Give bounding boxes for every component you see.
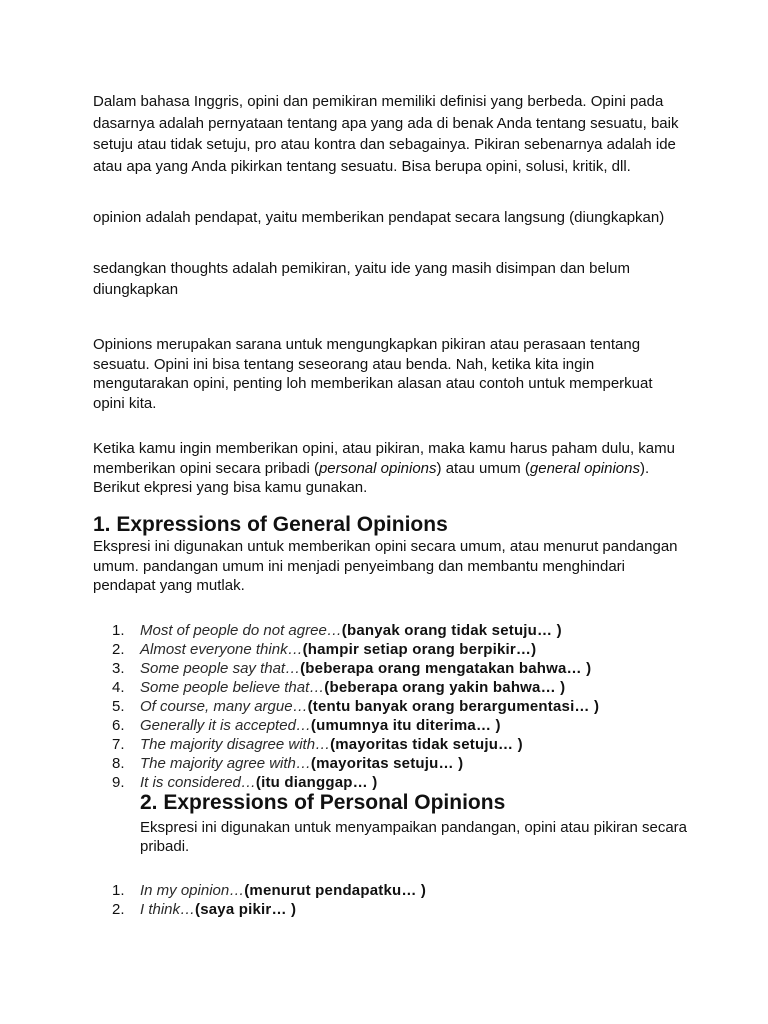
indonesian-translation: (itu dianggap… ) <box>255 774 378 791</box>
intro-paragraph <box>93 91 683 177</box>
indonesian-translation: (banyak orang tidak setuju… ) <box>341 622 562 639</box>
item-number: 1. <box>112 622 125 639</box>
personal-opinions-heading: 2. Expressions of Personal Opinions <box>140 791 506 814</box>
item-number: 2. <box>112 901 125 918</box>
indonesian-translation: (mayoritas setuju… ) <box>310 755 464 772</box>
english-expression: In my opinion… <box>140 882 245 899</box>
indonesian-translation: (saya pikir… ) <box>195 901 297 918</box>
ketika-text-part1: Ketika kamu ingin memberikan opini, atau pikiran, maka kamu harus paham dulu, kamu memberikan opini secara pribadi ( <box>93 440 675 477</box>
ketika-paragraph <box>93 439 683 498</box>
english-expression: I think… <box>140 901 196 918</box>
item-number: 3. <box>112 660 125 677</box>
item-number: 7. <box>112 736 125 753</box>
indonesian-translation: (beberapa orang mengatakan bahwa… ) <box>300 660 592 677</box>
general-description-text: Ekspresi ini digunakan untuk memberikan opini secara umum, atau menurut pandangan umum. pandangan umum ini menjadi penyeimbang dan membantu menghindari pendapat yang mutlak. <box>93 538 678 594</box>
list-item <box>112 900 426 919</box>
general-opinions-term: general opinions <box>529 459 640 477</box>
english-expression: Almost everyone think… <box>140 641 303 658</box>
indonesian-translation: (beberapa orang yakin bahwa… ) <box>324 679 566 696</box>
english-expression: The majority disagree with… <box>140 736 331 753</box>
list-item <box>112 773 599 792</box>
list-item <box>112 659 599 678</box>
list-item <box>112 640 599 659</box>
english-expression: It is considered… <box>140 774 256 791</box>
opinions-paragraph <box>93 335 683 413</box>
item-number: 8. <box>112 755 125 772</box>
indonesian-translation: (mayoritas tidak setuju… ) <box>330 736 523 753</box>
indonesian-translation: (menurut pendapatku… ) <box>244 882 427 899</box>
thoughts-definition <box>93 258 683 300</box>
english-expression: Some people believe that… <box>140 679 325 696</box>
list-item <box>112 678 599 697</box>
thoughts-definition-text: sedangkan thoughts adalah pemikiran, yaitu ide yang masih disimpan dan belum diungkapkan <box>93 260 631 298</box>
list-item <box>112 621 599 640</box>
english-expression: Most of people do not agree… <box>140 622 342 639</box>
ketika-paragraph-text <box>93 439 683 498</box>
personal-expressions-list <box>112 881 426 919</box>
item-number: 1. <box>112 882 125 899</box>
list-item <box>112 735 599 754</box>
intro-text: Dalam bahasa Inggris, opini dan pemikiran memiliki definisi yang berbeda. Opini pada dasarnya adalah pernyataan tentang apa yang ada di benak Anda tentang sesuatu, baik setuju atau tidak setuju, pro atau kontra dan sebagainya. Pikiran sebenarnya adalah ide atau apa yang Anda pikirkan tentang sesuatu. Bisa berupa opini, solusi, kritik, dll. <box>93 93 679 175</box>
item-number: 4. <box>112 679 125 696</box>
general-opinions-description <box>93 537 683 596</box>
personal-description-text: Ekspresi ini digunakan untuk menyampaikan pandangan, opini atau pikiran secara pribadi. <box>140 819 688 855</box>
english-expression: Generally it is accepted… <box>140 717 311 734</box>
opinions-paragraph-text: Opinions merupakan sarana untuk mengungkapkan pikiran atau perasaan tentang sesuatu. Opini ini bisa tentang seseorang atau benda. Nah, ketika kita ingin mengutarakan opini, penting loh memberikan alasan atau contoh untuk memperkuat opini kita. <box>93 336 653 412</box>
opinion-definition <box>93 207 683 228</box>
ketika-text-part2: ) atau umum ( <box>436 459 530 477</box>
general-opinions-heading: 1. Expressions of General Opinions <box>93 513 448 536</box>
item-number: 2. <box>112 641 125 658</box>
english-expression: Some people say that… <box>140 660 301 677</box>
item-number: 6. <box>112 717 125 734</box>
personal-opinions-term: personal opinions <box>318 459 437 477</box>
indonesian-translation: (umumnya itu diterima… ) <box>310 717 501 734</box>
english-expression: Of course, many argue… <box>140 698 308 715</box>
list-item <box>112 716 599 735</box>
personal-opinions-description <box>140 818 700 856</box>
list-item <box>112 697 599 716</box>
item-number: 5. <box>112 698 125 715</box>
list-item <box>112 754 599 773</box>
general-expressions-list <box>112 621 599 792</box>
opinion-definition-text: opinion adalah pendapat, yaitu memberikan pendapat secara langsung (diungkapkan) <box>93 209 665 226</box>
indonesian-translation: (hampir setiap orang berpikir…) <box>302 641 537 658</box>
indonesian-translation: (tentu banyak orang berargumentasi… ) <box>307 698 600 715</box>
list-item <box>112 881 426 900</box>
english-expression: The majority agree with… <box>140 755 311 772</box>
item-number: 9. <box>112 774 125 791</box>
ketika-text-part3: ). Berikut ekpresi yang bisa kamu gunakan. <box>93 459 650 496</box>
